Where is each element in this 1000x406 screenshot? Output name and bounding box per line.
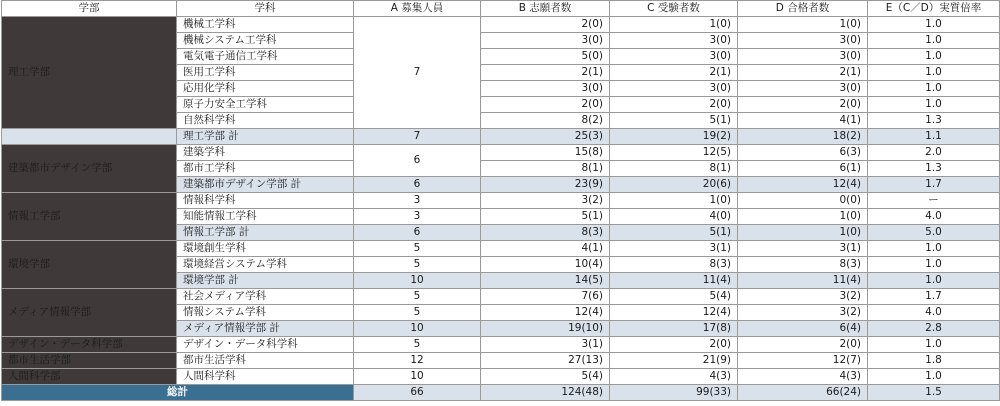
recruit-count: 7 [354, 129, 481, 145]
passers: 3(2) [738, 289, 868, 305]
ratio: 1.0 [868, 273, 1000, 289]
applicants: 3(0) [481, 81, 610, 97]
passers: 1(0) [738, 17, 868, 33]
department-name: 原子力安全工学科 [177, 97, 354, 113]
ratio: 1.5 [868, 385, 1000, 401]
recruit-count: 10 [354, 321, 481, 337]
faculty-name: 都市生活学部 [2, 353, 177, 369]
ratio: 1.0 [868, 257, 1000, 273]
applicants: 5(4) [481, 369, 610, 385]
examinees: 1(0) [610, 17, 738, 33]
examinees: 99(33) [610, 385, 738, 401]
applicants: 25(3) [481, 129, 610, 145]
passers: 3(0) [738, 33, 868, 49]
applicants: 124(48) [481, 385, 610, 401]
faculty-name: デザイン・データ科学部 [2, 337, 177, 353]
applicants: 8(1) [481, 161, 610, 177]
ratio: 1.0 [868, 65, 1000, 81]
examinees: 4(3) [610, 369, 738, 385]
passers: 3(0) [738, 81, 868, 97]
passers: 6(1) [738, 161, 868, 177]
ratio: ー [868, 193, 1000, 209]
applicants: 14(5) [481, 273, 610, 289]
ratio: 4.0 [868, 209, 1000, 225]
ratio: 2.8 [868, 321, 1000, 337]
passers: 3(0) [738, 49, 868, 65]
recruit-count: 5 [354, 241, 481, 257]
col-header-applicants: B 志願者数 [481, 1, 610, 17]
examinees: 5(1) [610, 113, 738, 129]
ratio: 1.0 [868, 33, 1000, 49]
passers: 6(3) [738, 145, 868, 161]
applicants: 3(2) [481, 193, 610, 209]
recruit-count: 5 [354, 257, 481, 273]
applicants: 8(2) [481, 113, 610, 129]
recruit-count: 6 [354, 225, 481, 241]
examinees: 17(8) [610, 321, 738, 337]
applicants: 10(4) [481, 257, 610, 273]
examinees: 19(2) [610, 129, 738, 145]
recruit-count: 5 [354, 337, 481, 353]
recruit-count: 5 [354, 289, 481, 305]
subtotal-label: 建築都市デザイン学部 計 [177, 177, 354, 193]
passers: 2(1) [738, 65, 868, 81]
department-name: 機械工学科 [177, 17, 354, 33]
department-name: 都市生活学科 [177, 353, 354, 369]
examinees: 20(6) [610, 177, 738, 193]
examinees: 3(1) [610, 241, 738, 257]
table-row [2, 193, 1000, 209]
col-header-examinees: C 受験者数 [610, 1, 738, 17]
applicants: 3(0) [481, 33, 610, 49]
passers: 3(2) [738, 305, 868, 321]
examinees: 12(4) [610, 305, 738, 321]
examinees: 4(0) [610, 209, 738, 225]
passers: 12(4) [738, 177, 868, 193]
subtotal-row [2, 129, 1000, 145]
ratio: 1.8 [868, 353, 1000, 369]
table-row [2, 289, 1000, 305]
examinees: 8(3) [610, 257, 738, 273]
applicants: 3(1) [481, 337, 610, 353]
passers: 8(3) [738, 257, 868, 273]
table-row [2, 145, 1000, 161]
passers: 1(0) [738, 225, 868, 241]
passers: 4(3) [738, 369, 868, 385]
faculty-name: 環境学部 [2, 241, 177, 289]
applicants: 7(6) [481, 289, 610, 305]
table-row [2, 337, 1000, 353]
department-name: 医用工学科 [177, 65, 354, 81]
grand-total-row [2, 385, 1000, 401]
recruit-count: 3 [354, 193, 481, 209]
ratio: 1.3 [868, 113, 1000, 129]
passers: 3(1) [738, 241, 868, 257]
department-name: 人間科学科 [177, 369, 354, 385]
examinees: 11(4) [610, 273, 738, 289]
examinees: 12(5) [610, 145, 738, 161]
applicants: 23(9) [481, 177, 610, 193]
faculty-name: 理工学部 [2, 17, 177, 129]
department-name: 機械システム工学科 [177, 33, 354, 49]
applicants: 2(0) [481, 17, 610, 33]
examinees: 5(4) [610, 289, 738, 305]
ratio: 5.0 [868, 225, 1000, 241]
faculty-name: メディア情報学部 [2, 289, 177, 337]
applicants: 19(10) [481, 321, 610, 337]
passers: 0(0) [738, 193, 868, 209]
examinees: 3(0) [610, 33, 738, 49]
passers: 2(0) [738, 337, 868, 353]
ratio: 1.3 [868, 161, 1000, 177]
recruit-count: 3 [354, 209, 481, 225]
col-header-passers: D 合格者数 [738, 1, 868, 17]
subtotal-label: 環境学部 計 [177, 273, 354, 289]
faculty-name: 建築都市デザイン学部 [2, 145, 177, 193]
applicants: 12(4) [481, 305, 610, 321]
applicants: 5(0) [481, 49, 610, 65]
examinees: 8(1) [610, 161, 738, 177]
grand-total-label: 総計 [2, 385, 354, 401]
col-header-faculty: 学部 [2, 1, 177, 17]
col-header-ratio: E（C／D）実質倍率 [868, 1, 1000, 17]
applicants: 2(1) [481, 65, 610, 81]
faculty-name: 情報工学部 [2, 193, 177, 241]
passers: 66(24) [738, 385, 868, 401]
passers: 11(4) [738, 273, 868, 289]
examinees: 5(1) [610, 225, 738, 241]
table-row [2, 369, 1000, 385]
table-row [2, 17, 1000, 33]
passers: 18(2) [738, 129, 868, 145]
recruit-count: 10 [354, 369, 481, 385]
applicants: 2(0) [481, 97, 610, 113]
examinees: 2(0) [610, 97, 738, 113]
ratio: 2.0 [868, 145, 1000, 161]
subtotal-label: 理工学部 計 [177, 129, 354, 145]
passers: 2(0) [738, 97, 868, 113]
department-name: 社会メディア学科 [177, 289, 354, 305]
subtotal-label: 情報工学部 計 [177, 225, 354, 241]
faculty-spacer [2, 129, 177, 145]
department-name: デザイン・データ科学科 [177, 337, 354, 353]
ratio: 1.0 [868, 97, 1000, 113]
department-name: 自然科学科 [177, 113, 354, 129]
recruit-count: 6 [354, 145, 481, 177]
recruit-count: 7 [354, 17, 481, 129]
table-row [2, 241, 1000, 257]
ratio: 1.7 [868, 289, 1000, 305]
applicants: 5(1) [481, 209, 610, 225]
department-name: 環境創生学科 [177, 241, 354, 257]
examinees: 2(1) [610, 65, 738, 81]
ratio: 1.0 [868, 241, 1000, 257]
recruit-count: 12 [354, 353, 481, 369]
department-name: 都市工学科 [177, 161, 354, 177]
ratio: 1.0 [868, 49, 1000, 65]
ratio: 1.0 [868, 81, 1000, 97]
examinees: 3(0) [610, 81, 738, 97]
applicants: 15(8) [481, 145, 610, 161]
ratio: 1.0 [868, 369, 1000, 385]
department-name: 電気電子通信工学科 [177, 49, 354, 65]
recruit-count: 6 [354, 177, 481, 193]
department-name: 知能情報工学科 [177, 209, 354, 225]
examinees: 3(0) [610, 49, 738, 65]
col-header-recruit: A 募集人員 [354, 1, 481, 17]
recruit-count: 5 [354, 305, 481, 321]
passers: 1(0) [738, 209, 868, 225]
table-row [2, 353, 1000, 369]
subtotal-label: メディア情報学部 計 [177, 321, 354, 337]
examinees: 2(0) [610, 337, 738, 353]
department-name: 情報システム学科 [177, 305, 354, 321]
passers: 12(7) [738, 353, 868, 369]
applicants: 4(1) [481, 241, 610, 257]
ratio: 1.0 [868, 17, 1000, 33]
department-name: 応用化学科 [177, 81, 354, 97]
examinees: 21(9) [610, 353, 738, 369]
passers: 6(4) [738, 321, 868, 337]
col-header-department: 学科 [177, 1, 354, 17]
header-row [2, 1, 1000, 17]
ratio: 1.1 [868, 129, 1000, 145]
examinees: 1(0) [610, 193, 738, 209]
admissions-table [1, 0, 1000, 401]
department-name: 情報科学科 [177, 193, 354, 209]
ratio: 4.0 [868, 305, 1000, 321]
department-name: 環境経営システム学科 [177, 257, 354, 273]
department-name: 建築学科 [177, 145, 354, 161]
applicants: 27(13) [481, 353, 610, 369]
recruit-count: 10 [354, 273, 481, 289]
passers: 4(1) [738, 113, 868, 129]
recruit-count: 66 [354, 385, 481, 401]
faculty-name: 人間科学部 [2, 369, 177, 385]
ratio: 1.0 [868, 337, 1000, 353]
applicants: 8(3) [481, 225, 610, 241]
ratio: 1.7 [868, 177, 1000, 193]
